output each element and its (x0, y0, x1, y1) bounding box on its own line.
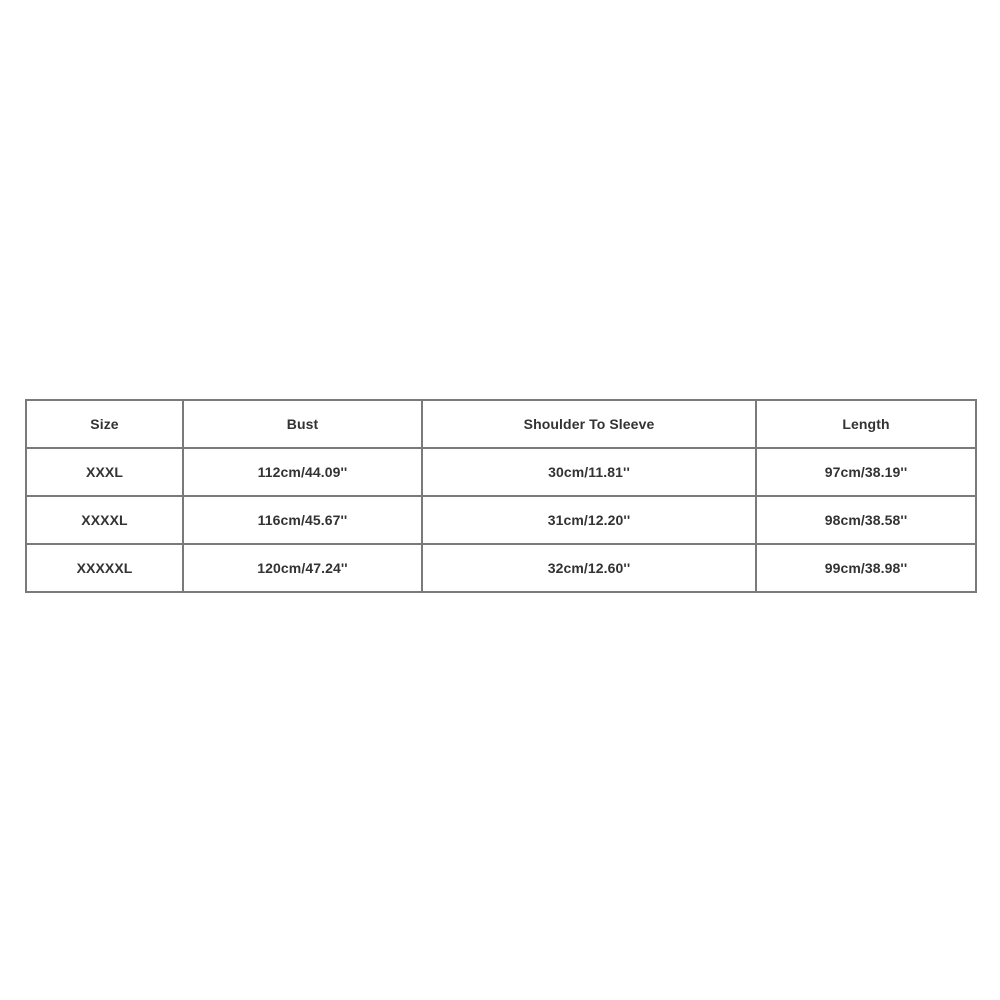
cell-shoulder-to-sleeve: 31cm/12.20'' (422, 496, 756, 544)
table-header-row (26, 400, 976, 448)
cell-size: XXXXL (26, 496, 183, 544)
cell-size: XXXL (26, 448, 183, 496)
cell-length: 97cm/38.19'' (756, 448, 976, 496)
cell-bust: 112cm/44.09'' (183, 448, 422, 496)
cell-length: 99cm/38.98'' (756, 544, 976, 592)
size-chart-table (25, 399, 977, 593)
cell-length: 98cm/38.58'' (756, 496, 976, 544)
header-length: Length (756, 400, 976, 448)
cell-shoulder-to-sleeve: 30cm/11.81'' (422, 448, 756, 496)
header-size: Size (26, 400, 183, 448)
cell-bust: 120cm/47.24'' (183, 544, 422, 592)
cell-size: XXXXXL (26, 544, 183, 592)
table-row (26, 496, 976, 544)
cell-bust: 116cm/45.67'' (183, 496, 422, 544)
header-shoulder-to-sleeve: Shoulder To Sleeve (422, 400, 756, 448)
table-row (26, 448, 976, 496)
header-bust: Bust (183, 400, 422, 448)
cell-shoulder-to-sleeve: 32cm/12.60'' (422, 544, 756, 592)
table-row (26, 544, 976, 592)
